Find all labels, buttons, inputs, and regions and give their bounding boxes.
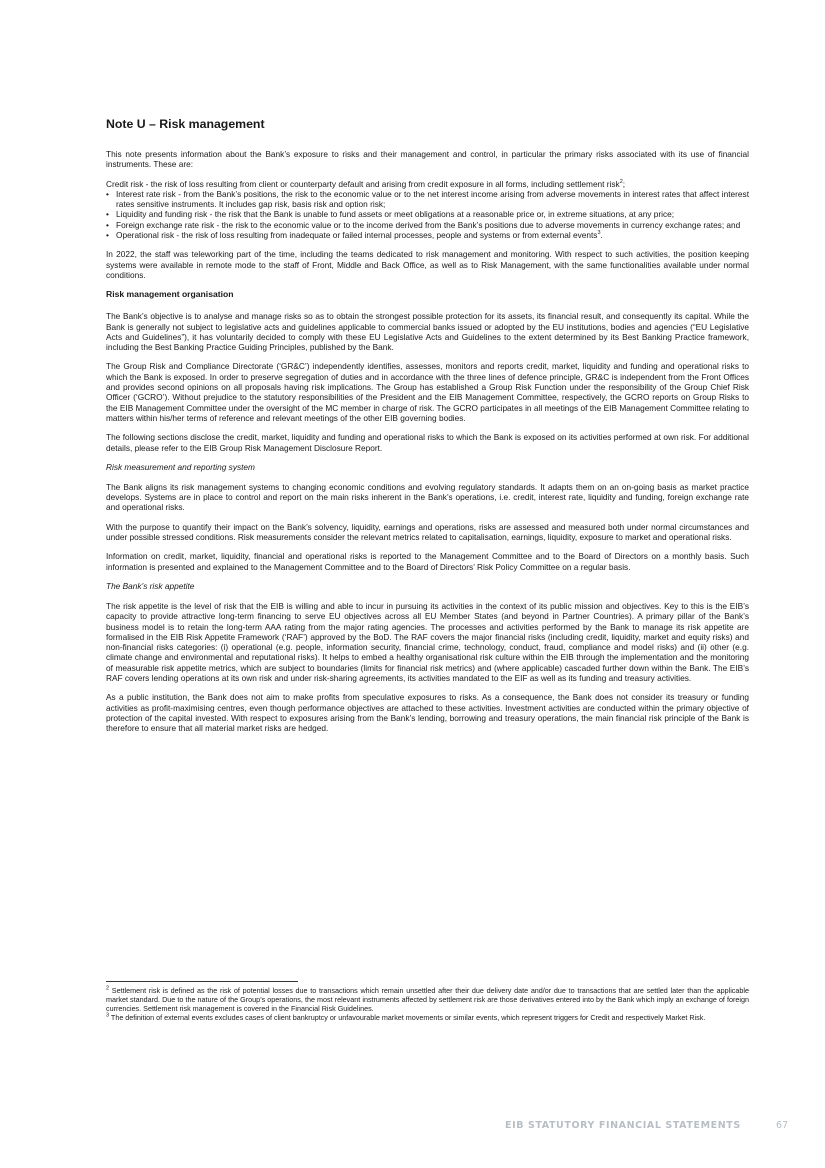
organisation-paragraph-2: The Group Risk and Compliance Directorate (‘GR&C’) independently identifies, assesses, monitors and reports credit, market, liquidity and funding and operational risks to which the Bank is exposed. In order to preserve segregation of duties and in accordance with the three lines of defence principle, GR&C is independent from the Front Offices and provides second opinions on all proposals having risk implications. The Group has established a Group Risk Function under the responsibility of the Group Chief Risk Officer (‘GCRO’). Without prejudice to the statutory responsibilities of the President and the EIB Management Committee, respectively, the GCRO reports on Group Risks to the EIB Management Committee under the oversight of the MC member in charge of risk. The GCRO participates in all meetings of the EIB Management Committee relating to matters within his/her terms of reference and relevant meetings of the other EIB governing bodies. bbox=[106, 361, 749, 423]
organisation-paragraph-1: The Bank’s objective is to analyse and manage risks so as to obtain the strongest possible protection for its assets, its financial result, and consequently its capital. While the Bank is generally not subject to legislative acts and guidelines applicable to commercial banks issued or adopted by the EU institutions, bodies and agencies (“EU Legislative Acts and Guidelines”), it has voluntarily decided to comply with these EU Legislative Acts and Guidelines to the extent determined by its Best Banking Practice framework, including the Best Banking Practice Guiding Principles, published by the Bank. bbox=[106, 311, 749, 353]
operational-risk-end: . bbox=[600, 230, 603, 241]
section-heading-organisation: Risk management organisation bbox=[106, 289, 234, 300]
footnotes bbox=[106, 986, 749, 1022]
appetite-paragraph-1: The risk appetite is the level of risk that the EIB is willing and able to incur in pursuing its activities in the context of its public mission and objectives. Key to this is the EIB’s capacity to provide attractive long-term financing to serve EU objectives across all EU Member States (and beyond in Partner Countries). A primary pillar of the Bank’s business model is to retain the long-term AAA rating from the major rating agencies. The processes and activities performed by the Bank to manage its risk appetite are formalised in the EIB Risk Appetite Framework (‘RAF’) approved by the BoD. The RAF covers the major financial risks (including credit, liquidity, market and equity risks) and non-financial risks categories: (i) operational (e.g. people, information security, financial crime, technology, conduct, fraud, compliance and model risks) and (ii) other (e.g. climate change and environmental and reputational risks). It helps to embed a healthy organisational risk culture within the EIB through the implementation and the monitoring of measurable risk appetite metrics, which are subject to boundaries (limits for financial risk metrics) and (where applicable) cascaded further down within the Bank. The EIB’s RAF covers lending operations at its own risk and under risk-sharing agreements, its activities mandated to the EIF as well as its funding and treasury activities. bbox=[106, 600, 749, 683]
list-item: • Foreign exchange rate risk - the risk to the economic value or to the income derived from the Bank’s positions due to adverse movements in currency exchange rates; and bbox=[106, 220, 749, 230]
footnote-3-marker: 3 bbox=[106, 1012, 110, 1019]
measurement-paragraph-2: With the purpose to quantify their impact on the Bank’s solvency, liquidity, earnings and operations, risks are assessed and measured both under normal circumstances and under possible stressed conditions. Risk measurements consider the relevant metrics related to capitalisation, earnings, liquidity, exposure to market and operational risks. bbox=[106, 521, 749, 543]
page-number: 67 bbox=[776, 1120, 789, 1131]
appetite-paragraph-2: As a public institution, the Bank does not aim to make profits from speculative exposures to risks. As a consequence, the Bank does not consider its treasury or funding activities as profit-maximising centres, even though performance objectives are attached to these activities. Investment activities are conducted within the primary objective of protection of the capital invested. With respect to exposures arising from the Bank’s lending, borrowing and treasury operations, the main financial risk principle of the Bank is therefore to ensure that all material market risks are hedged. bbox=[106, 692, 749, 734]
list-item: • Interest rate risk - from the Bank’s positions, the risk to the economic value or to the net interest income arising from adverse movements in interest rates that affect interest rates sensitive instruments. It includes gap risk, basis risk and option risk; bbox=[106, 189, 749, 210]
footnote-ref-2[interactable]: 2 bbox=[619, 178, 623, 185]
credit-risk-line bbox=[106, 179, 749, 189]
footnote-2-marker: 2 bbox=[106, 985, 110, 992]
credit-risk-text: Credit risk - the risk of loss resulting from client or counterparty default and arising from credit exposure in all forms, including settlement risk bbox=[106, 178, 620, 189]
organisation-paragraph-3: The following sections disclose the credit, market, liquidity and funding and operational risks to which the Bank is exposed on its activities performed at own risk. For additional details, please refer to the EIB Group Risk Management Disclosure Report. bbox=[106, 432, 749, 453]
footnote-3-text: The definition of external events excludes cases of client bankruptcy or unfavourable market movements or similar events, which represent triggers for Credit and respectively Market Risk. bbox=[109, 1013, 706, 1022]
telework-paragraph: In 2022, the staff was teleworking part of the time, including the teams dedicated to risk management and monitoring. With respect to such activities, the position keeping systems were available in remote mode to the staff of Front, Middle and Back Office, as well as to Risk Management, with the same functionalities available under normal conditions. bbox=[106, 249, 749, 280]
subsection-heading-appetite: The Bank’s risk appetite bbox=[106, 580, 195, 591]
footnote-2 bbox=[106, 986, 749, 1013]
footnote-ref-3[interactable]: 3 bbox=[597, 230, 601, 237]
risk-list bbox=[106, 189, 749, 240]
footer-title: EIB STATUTORY FINANCIAL STATEMENTS bbox=[505, 1120, 741, 1131]
credit-risk-end: ; bbox=[622, 178, 626, 189]
document-body bbox=[106, 116, 749, 742]
footnote-3 bbox=[106, 1013, 749, 1022]
footnote-divider bbox=[106, 981, 298, 982]
measurement-paragraph-1: The Bank aligns its risk management systems to changing economic conditions and evolving regulatory standards. It adapts them on an on-going basis as market practice develops. Systems are in place to control and report on the main risks inherent in the Bank’s operations, i.e. credit, interest rate, liquidity and funding, foreign exchange rate and operational risks. bbox=[106, 481, 749, 513]
list-item-operational-risk bbox=[106, 230, 749, 240]
intro-paragraph: This note presents information about the Bank’s exposure to risks and their management and control, in particular the primary risks associated with its use of financial instruments. These are: bbox=[106, 149, 749, 170]
measurement-paragraph-3: Information on credit, market, liquidity, financial and operational risks is reported to the Management Committee and to the Board of Directors on a monthly basis. Such information is presented and explained to the Management Committee and to the Board of Directors’ Risk Policy Committee on a regular basis. bbox=[106, 551, 749, 572]
page-title: Note U – Risk management bbox=[106, 117, 265, 131]
operational-risk-text: Operational risk - the risk of loss resulting from inadequate or failed internal processes, people and systems or from external events bbox=[116, 230, 598, 241]
subsection-heading-measurement: Risk measurement and reporting system bbox=[106, 461, 255, 472]
list-item: • Liquidity and funding risk - the risk that the Bank is unable to fund assets or meet obligations at a reasonable price or, in extreme situations, at any price; bbox=[106, 209, 749, 219]
footnote-2-text: Settlement risk is defined as the risk of potential losses due to transactions which remain unsettled after their due delivery date and/or due to transactions that are settled later than the applicable market standard. Due to the nature of the Group’s operations, the most relevant instruments affected by settlement risk are those derivatives entered into by the Bank which imply an exchange of foreign currencies. Settlement risk management is covered in the Financial Risk Guidelines. bbox=[106, 986, 749, 1013]
